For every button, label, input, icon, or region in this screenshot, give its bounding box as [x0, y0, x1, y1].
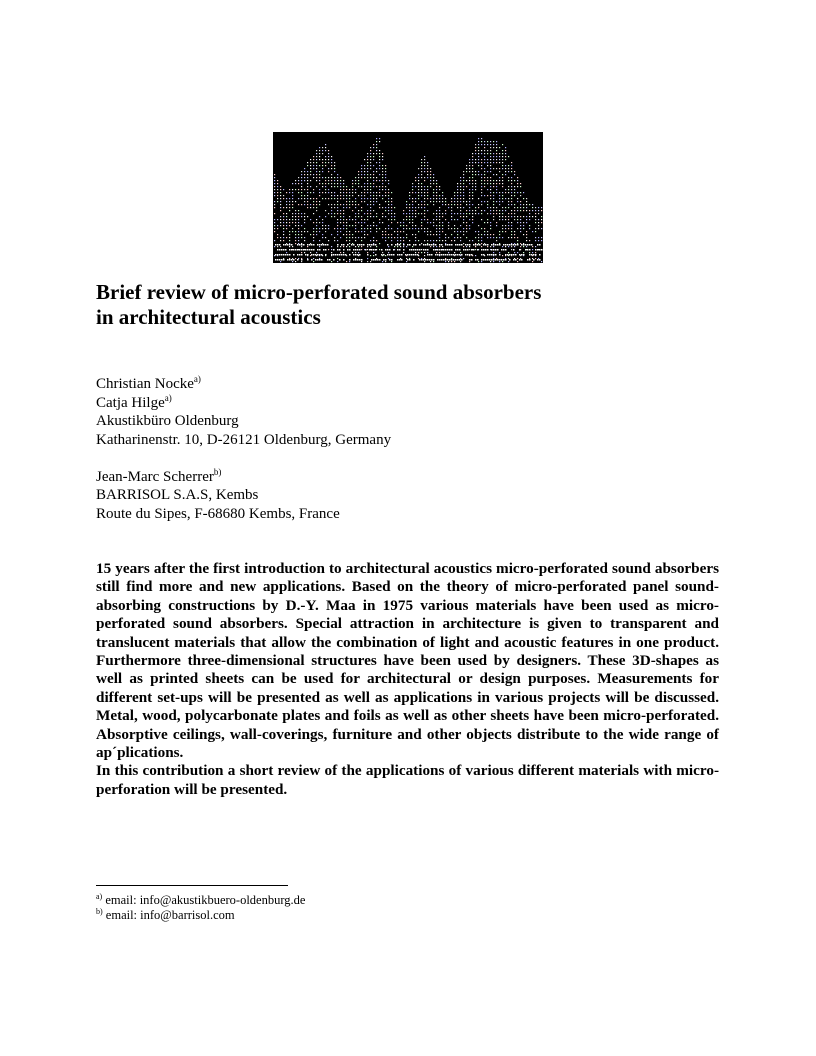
perforation-dots — [274, 138, 543, 262]
affiliation-mark: a) — [164, 392, 172, 403]
affiliation-mark: a) — [193, 374, 201, 384]
title-line-1: Brief review of micro-perforated sound absorbers — [96, 280, 542, 304]
footnote-divider — [96, 885, 288, 886]
address-oldenburg: Katharinenstr. 10, D-26121 Oldenburg, Germany — [96, 431, 392, 448]
footnote-a: $^{a)}$ email: info@akustikbuero-oldenburg.de — [96, 892, 306, 907]
author-block — [96, 375, 736, 523]
address-kembs: Route du Sipes, F-68680 Kembs, France — [96, 505, 340, 522]
paper-title — [96, 280, 736, 330]
author-catja-hilge: Catja Hilge$^{a)}$ — [96, 392, 172, 411]
footnote-b: $^{b)}$ email: info@barrisol.com — [96, 907, 235, 922]
institution-barrisol: BARRISOL S.A.S, Kembs — [96, 487, 259, 503]
author-jean-marc-scherrer: Jean-Marc Scherrer$^{b)}$ — [96, 466, 222, 485]
title-line-2: in architectural acoustics — [96, 305, 321, 329]
footnotes — [96, 893, 305, 923]
abstract — [96, 560, 719, 799]
perforated-wave-pattern — [273, 132, 543, 263]
abstract-paragraph-2: In this contribution a short review of the applications of various different materials with micro-perforation will be presented. — [96, 762, 719, 798]
affiliation-mark: b) — [213, 466, 222, 477]
author-christian-nocke: Christian Nocke$^{a)}$ — [96, 374, 201, 392]
micro-perforated-panel-graphic — [273, 132, 543, 263]
abstract-paragraph-1: 15 years after the first introduction to architectural acoustics micro-perforated sound absorbers still find more and new applications. Based on the theory of micro-perforated panel sound-absorbing constructions by D.-Y. Maa in 1975 various materials have been used as micro-perforated sound absorbers. Special attraction in architecture is given to transparent and translucent materials that allow the combination of light and acoustic features in one product. Furthermore three-dimensional structures have been used by designers. These 3D-shapes as well as printed sheets can be used for architectural or design purposes. Measurements for different set-ups will be presented as well as applications in various projects will be discussed. Metal, wood, polycarbonate plates and foils as well as other sheets have been micro-perforated. Absorptive ceilings, wall-coverings, furniture and other objects distribute to the wide range of ap´plications. — [96, 560, 719, 762]
institution-akustikbuero: Akustikbüro Oldenburg — [96, 413, 239, 429]
